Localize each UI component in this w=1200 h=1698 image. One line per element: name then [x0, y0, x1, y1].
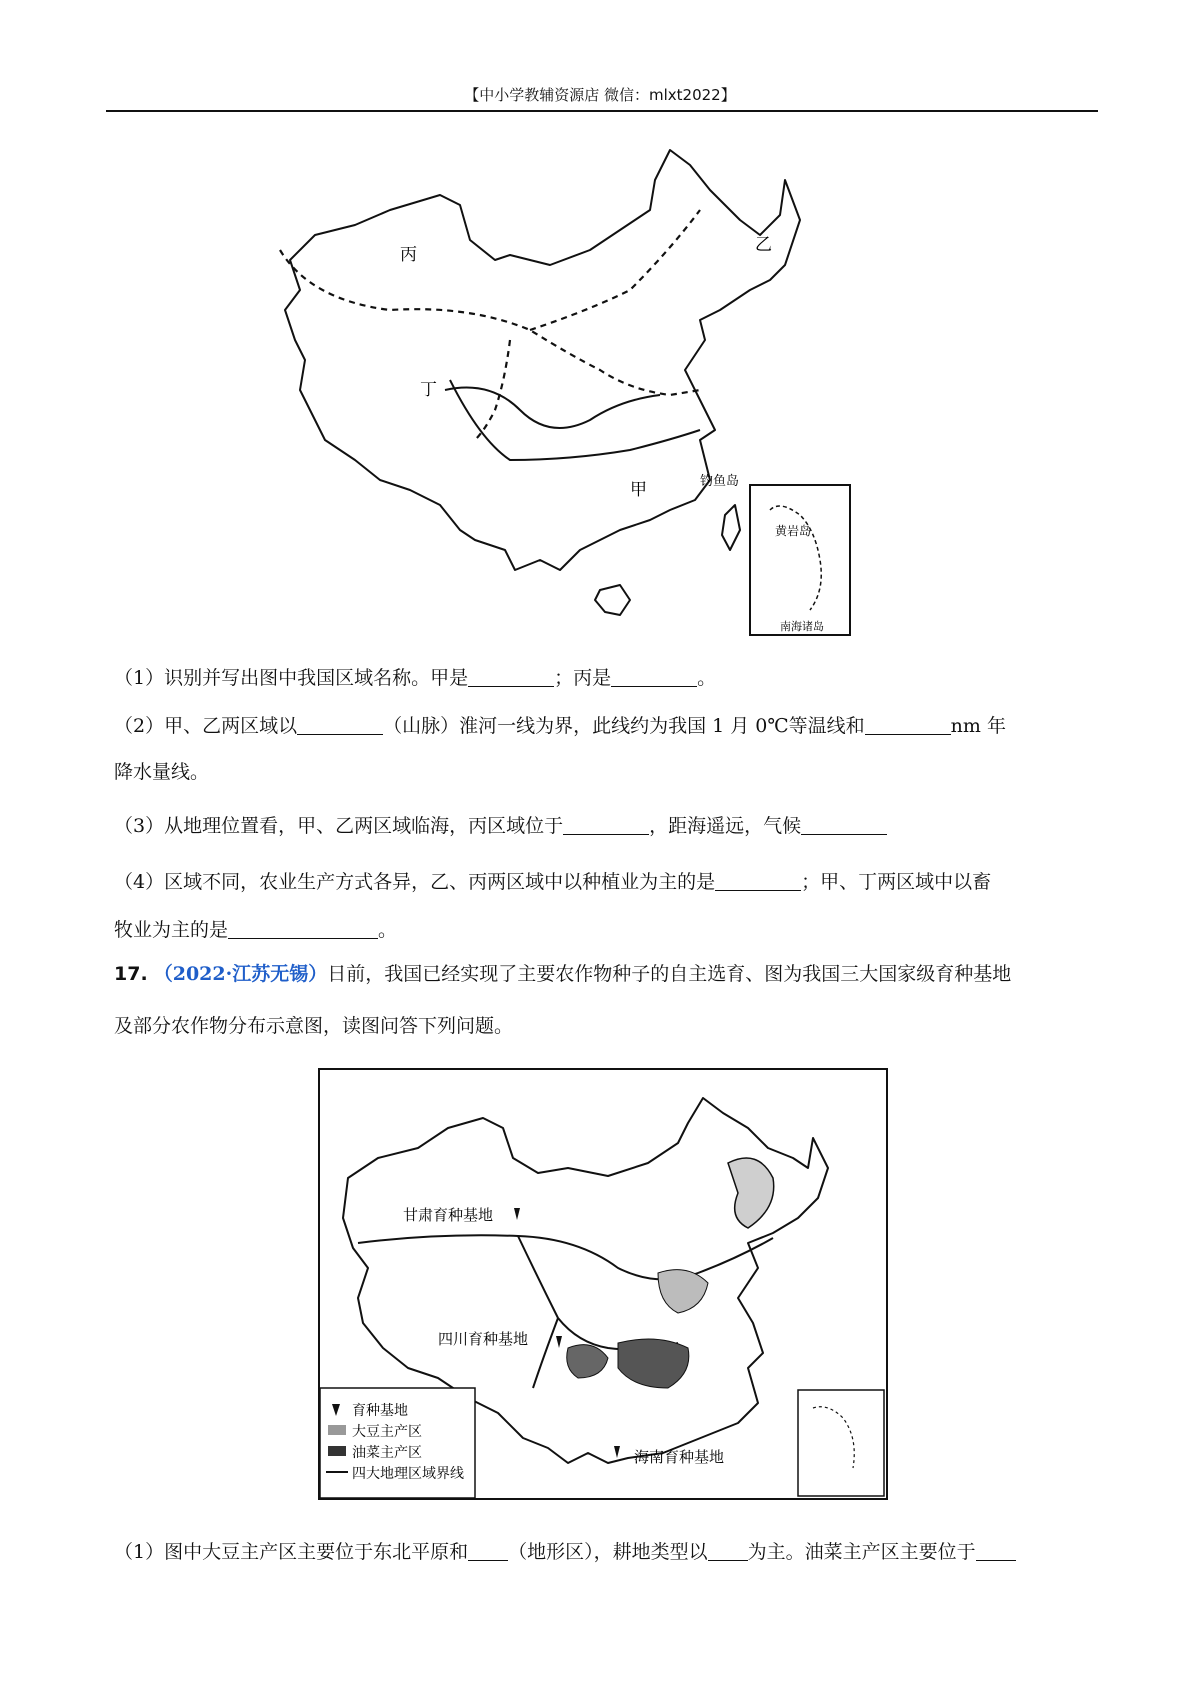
answer-blank[interactable]	[976, 1540, 1016, 1561]
label-gansu: 甘肃育种基地	[403, 1206, 494, 1224]
q16-part2: （2）甲、乙两区域以 （山脉）淮河一线为界，此线约为我国 1 月 0℃等温线和 nm 年	[114, 715, 1006, 737]
boundary-ne	[530, 210, 700, 330]
answer-blank[interactable]	[468, 1540, 508, 1561]
china-regions-map	[270, 140, 870, 650]
south-china-sea-inset	[750, 485, 850, 635]
answer-blank[interactable]	[468, 666, 554, 687]
region-label-yi: 乙	[755, 235, 772, 255]
china-outline	[285, 150, 800, 570]
q16-part2-cont: 降水量线。	[114, 761, 210, 783]
hainan-island	[595, 585, 630, 615]
q17-part1: （1）图中大豆主产区主要位于东北平原和 （地形区），耕地类型以 为主。油菜主产区主要位于	[114, 1538, 1104, 1566]
answer-blank[interactable]	[708, 1540, 748, 1561]
label-hainan: 海南育种基地	[634, 1448, 725, 1466]
taiwan-island	[722, 505, 740, 550]
label-huangyan: 黄岩岛	[775, 524, 812, 538]
answer-blank[interactable]	[228, 918, 378, 939]
page-header: 【中小学教辅资源店 微信：mlxt2022】	[464, 86, 736, 104]
q16-part1: （1）识别并写出图中我国区域名称。甲是 ；丙是 。	[114, 667, 717, 689]
yangtze-river	[450, 380, 700, 460]
boundary-tibet	[475, 340, 510, 440]
q17-stem: 17. （2022·江苏无锡）日前，我国已经实现了主要农作物种子的自主选育、图为我国三大国家级育种基地	[114, 963, 1012, 985]
boundary-north-south	[280, 250, 700, 395]
question-source: （2022·江苏无锡）	[153, 963, 328, 985]
header-rule	[106, 110, 1098, 112]
question-number: 17.	[114, 963, 148, 985]
answer-blank[interactable]	[297, 714, 383, 735]
answer-blank[interactable]	[865, 714, 951, 735]
legend-rapeseed: 油菜主产区	[352, 1445, 422, 1461]
yellow-river	[445, 388, 660, 429]
region-label-ding: 丁	[420, 380, 437, 400]
label-diaoyu: 钓鱼岛	[700, 474, 740, 489]
q16-part4-cont: 牧业为主的是 。	[114, 919, 398, 941]
answer-blank[interactable]	[563, 814, 649, 835]
label-sichuan: 四川育种基地	[438, 1330, 529, 1348]
breeding-base-map	[318, 1068, 888, 1500]
legend-soybean-swatch	[328, 1425, 346, 1435]
answer-blank[interactable]	[715, 870, 801, 891]
legend-rapeseed-swatch	[328, 1446, 346, 1456]
legend-boundary: 四大地理区域界线	[352, 1466, 464, 1482]
inset-label: 南海诸岛	[780, 620, 824, 633]
south-china-sea-inset	[798, 1390, 884, 1496]
q16-part3: （3）从地理位置看，甲、乙两区域临海，丙区域位于 ，距海遥远，气候	[114, 812, 1104, 840]
map-legend	[320, 1388, 475, 1498]
legend-soybean: 大豆主产区	[352, 1424, 422, 1440]
answer-blank[interactable]	[801, 814, 887, 835]
region-label-bing: 丙	[400, 245, 417, 265]
legend-breeding: 育种基地	[352, 1403, 408, 1419]
q17-stem-cont: 及部分农作物分布示意图，读图问答下列问题。	[114, 1015, 514, 1037]
q16-part4: （4）区域不同，农业生产方式各异，乙、丙两区域中以种植业为主的是 ；甲、丁两区域中以畜	[114, 871, 992, 893]
region-label-jia: 甲	[630, 480, 647, 500]
answer-blank[interactable]	[611, 666, 697, 687]
